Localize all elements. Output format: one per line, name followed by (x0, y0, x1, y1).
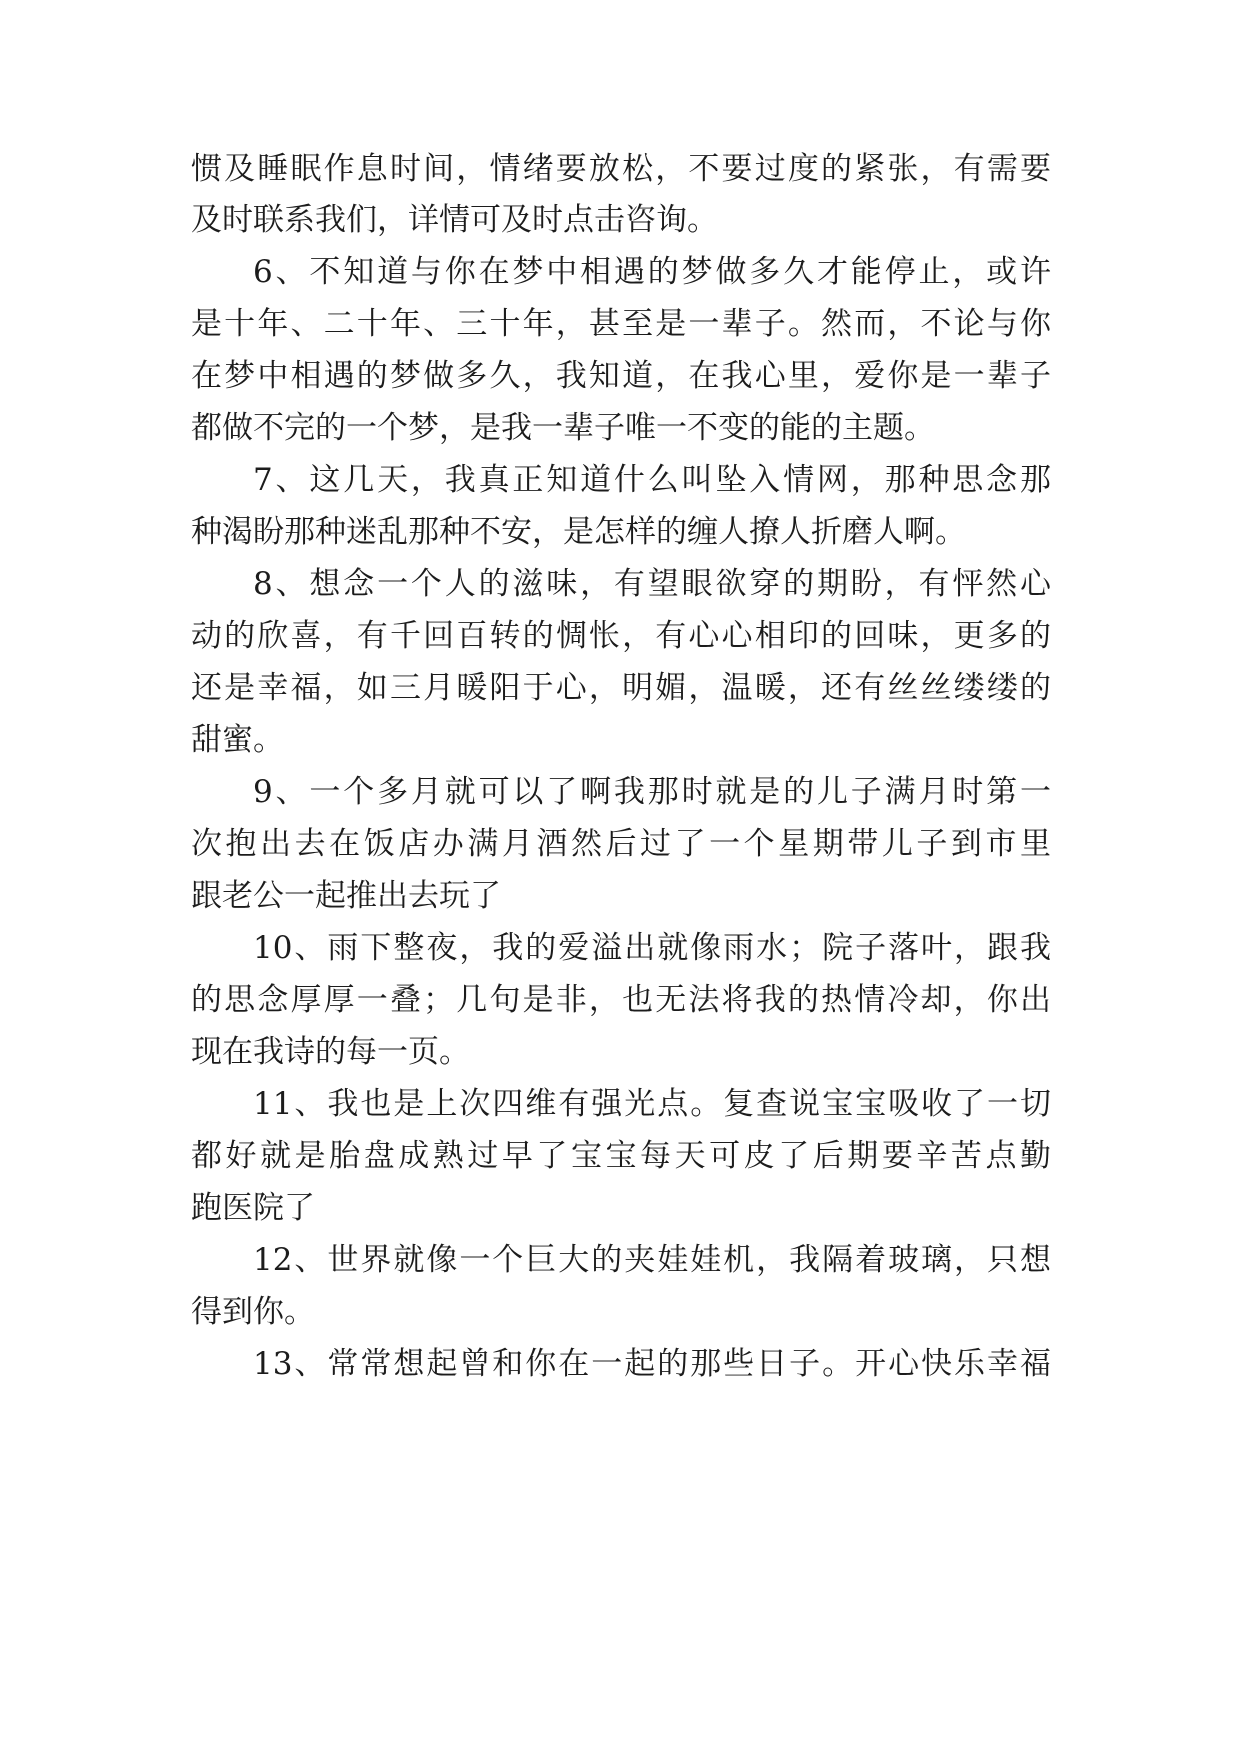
text-line: 甜蜜。 (191, 722, 284, 758)
text-line: 跑医院了 (191, 1190, 315, 1226)
paragraph-9-line: 9、一个多月就可以了啊我那时就是的儿子满月时第一 (253, 774, 1051, 810)
text-line: 是十年、二十年、三十年，甚至是一辈子。然而，不论与你 (191, 306, 1051, 342)
paragraph-11-line: 11、我也是上次四维有强光点。复查说宝宝吸收了一切 (253, 1086, 1051, 1122)
text-line: 在梦中相遇的梦做多久，我知道，在我心里，爱你是一辈子 (191, 358, 1051, 394)
paragraph-12-line: 12、世界就像一个巨大的夹娃娃机，我隔着玻璃，只想 (253, 1242, 1051, 1278)
paragraph-6-line: 6、不知道与你在梦中相遇的梦做多久才能停止，或许 (253, 254, 1051, 290)
text-line: 的思念厚厚一叠；几句是非，也无法将我的热情冷却，你出 (191, 982, 1051, 1018)
text-line: 现在我诗的每一页。 (191, 1034, 470, 1070)
text-line: 动的欣喜，有千回百转的惆怅，有心心相印的回味，更多的 (191, 618, 1051, 654)
text-line: 跟老公一起推出去玩了 (191, 878, 501, 914)
paragraph-13-line: 13、常常想起曾和你在一起的那些日子。开心快乐幸福 (253, 1346, 1051, 1382)
text-line: 都做不完的一个梦，是我一辈子唯一不变的能的主题。 (191, 410, 935, 446)
text-line: 惯及睡眠作息时间，情绪要放松，不要过度的紧张，有需要 (191, 151, 1051, 187)
paragraph-8-line: 8、想念一个人的滋味，有望眼欲穿的期盼，有怦然心 (253, 566, 1051, 602)
text-line: 都好就是胎盘成熟过早了宝宝每天可皮了后期要辛苦点勤 (191, 1138, 1051, 1174)
text-line: 种渴盼那种迷乱那种不安，是怎样的缠人撩人折磨人啊。 (191, 514, 966, 550)
paragraph-7-line: 7、这几天，我真正知道什么叫坠入情网，那种思念那 (253, 462, 1051, 498)
text-line: 次抱出去在饭店办满月酒然后过了一个星期带儿子到市里 (191, 826, 1051, 862)
text-line: 还是幸福，如三月暖阳于心，明媚，温暖，还有丝丝缕缕的 (191, 670, 1051, 706)
paragraph-10-line: 10、雨下整夜，我的爱溢出就像雨水；院子落叶，跟我 (253, 930, 1051, 966)
text-line: 及时联系我们，详情可及时点击咨询。 (191, 202, 718, 238)
text-line: 得到你。 (191, 1294, 315, 1330)
